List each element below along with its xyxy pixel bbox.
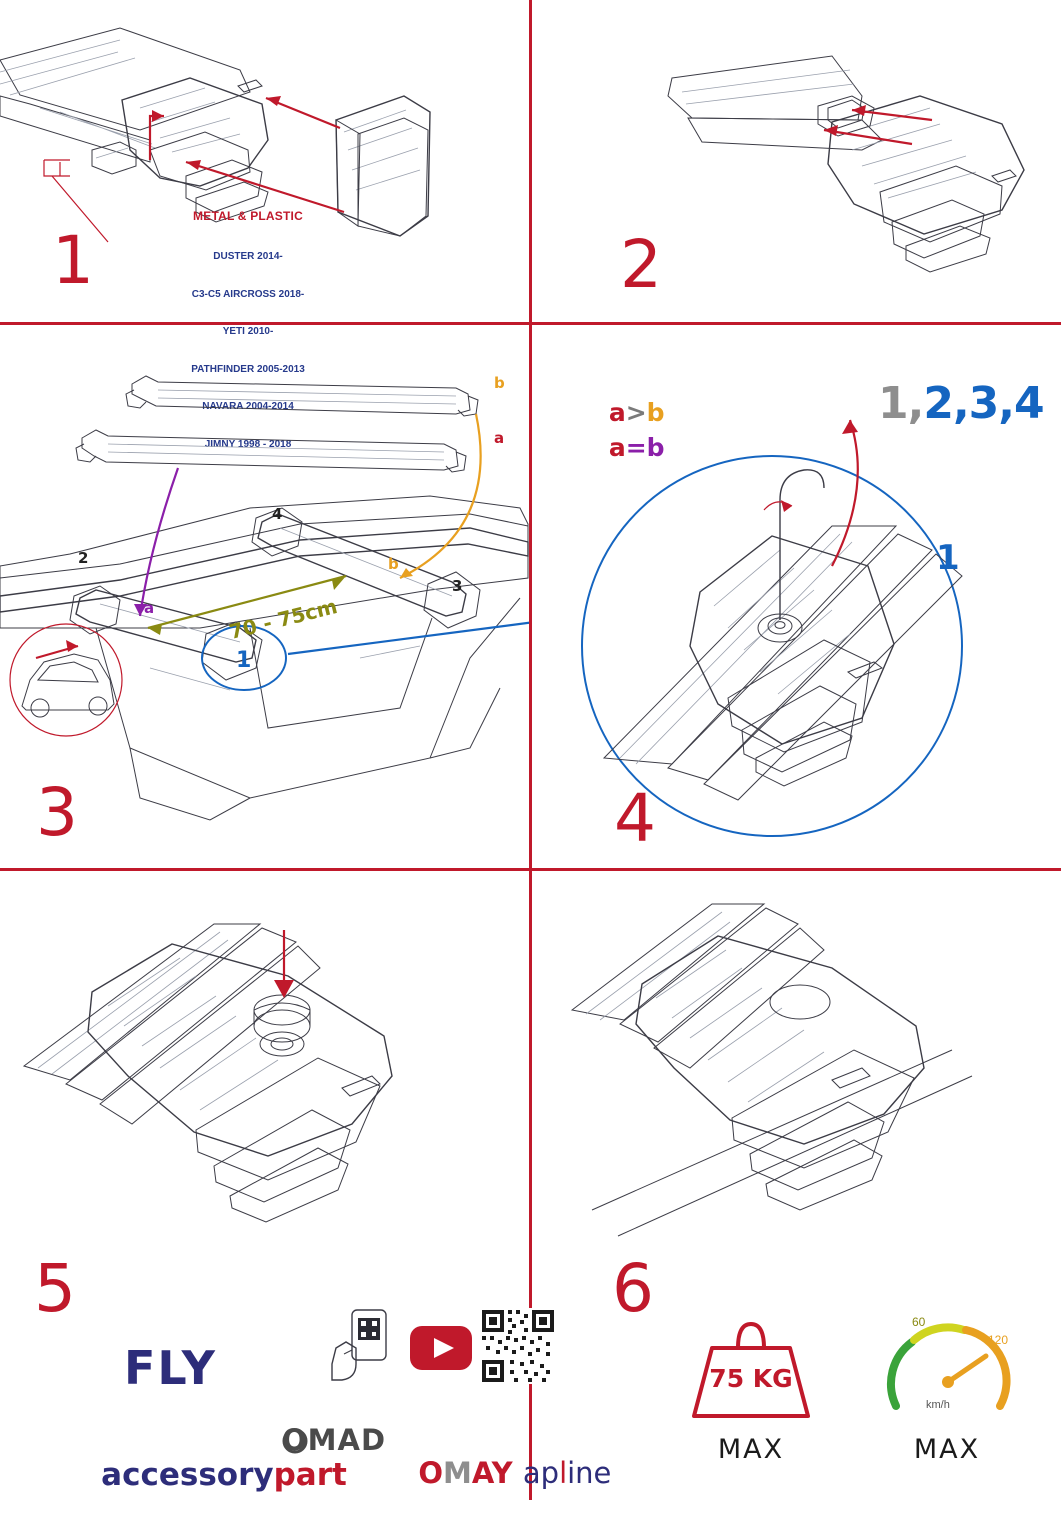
sequence-blue: 2,3,4 bbox=[923, 378, 1044, 429]
step-number-4: 4 bbox=[614, 780, 656, 857]
bar-number-2: 2 bbox=[78, 549, 89, 567]
bar-number-4: 4 bbox=[272, 505, 283, 523]
bar-label-b-top: b bbox=[494, 374, 505, 392]
qr-code-icon bbox=[480, 1308, 556, 1384]
vehicle-item: JIMNY 1998 - 2018 bbox=[204, 438, 292, 450]
compare-a: a bbox=[608, 397, 626, 427]
bar-number-3: 3 bbox=[452, 577, 463, 595]
brand-fly: FLY bbox=[124, 1341, 217, 1395]
brand-part-text: part bbox=[273, 1456, 347, 1493]
compare-a: a bbox=[608, 432, 626, 462]
bar-number-1: 1 bbox=[236, 648, 252, 673]
brand-omay-o: O bbox=[418, 1456, 444, 1491]
compare-b: b bbox=[646, 397, 665, 427]
compare-b: b bbox=[646, 432, 665, 462]
sequence-label bbox=[878, 378, 1044, 429]
brand-omay-m: M bbox=[443, 1456, 472, 1491]
vehicle-item: DUSTER 2014- bbox=[213, 251, 283, 262]
panel2-illustration bbox=[532, 0, 1061, 322]
svg-text:km/h: km/h bbox=[926, 1399, 950, 1411]
panel6-illustration bbox=[532, 880, 1061, 1270]
panel5-illustration bbox=[0, 880, 529, 1270]
callout-number-1: 1 bbox=[936, 538, 960, 578]
distance-label: 70 - 75cm bbox=[226, 593, 340, 645]
max-load-value: 75 KG bbox=[709, 1364, 793, 1393]
bar-label-a-bottom: a bbox=[494, 429, 505, 447]
brand-apline-ine: ine bbox=[567, 1456, 612, 1491]
compare-op-eq: = bbox=[625, 432, 647, 462]
vehicle-item: PATHFINDER 2005-2013 bbox=[191, 363, 305, 375]
youtube-icon[interactable] bbox=[410, 1326, 472, 1370]
bar-label-a-mid: a bbox=[144, 599, 155, 617]
brand-accessory-text: accessory bbox=[101, 1456, 274, 1493]
brand-apline-ap: ap bbox=[522, 1456, 560, 1491]
max-speed-label: MAX bbox=[913, 1434, 981, 1465]
vehicle-item: C3-C5 AIRCROSS 2018- bbox=[191, 288, 305, 300]
metal-plastic-title: METAL & PLASTIC bbox=[193, 209, 303, 223]
step-number-1: 1 bbox=[52, 222, 94, 299]
svg-text:120: 120 bbox=[988, 1333, 1009, 1347]
brand-omad: OMAD bbox=[282, 1423, 387, 1457]
step-number-2: 2 bbox=[620, 226, 662, 303]
vehicle-item: NAVARA 2004-2014 bbox=[202, 401, 294, 412]
step-number-5: 5 bbox=[34, 1250, 76, 1327]
brand-apline-l: l bbox=[559, 1456, 568, 1491]
bar-label-b-mid: b bbox=[388, 555, 399, 573]
panel3-illustration bbox=[0, 328, 529, 868]
vehicle-item: YETI 2010- bbox=[222, 326, 274, 337]
brand-omay-ay: AY bbox=[471, 1456, 513, 1491]
compare-op-gt: > bbox=[625, 397, 647, 427]
sequence-gray: 1, bbox=[878, 378, 924, 429]
svg-text:60: 60 bbox=[912, 1315, 926, 1329]
phone-scan-icon bbox=[330, 1308, 400, 1386]
max-load-label: MAX bbox=[717, 1434, 785, 1465]
brand-apline bbox=[486, 1424, 611, 1524]
max-speed-icon bbox=[878, 1308, 1018, 1424]
step-number-6: 6 bbox=[612, 1250, 654, 1327]
step-number-3: 3 bbox=[36, 774, 78, 851]
